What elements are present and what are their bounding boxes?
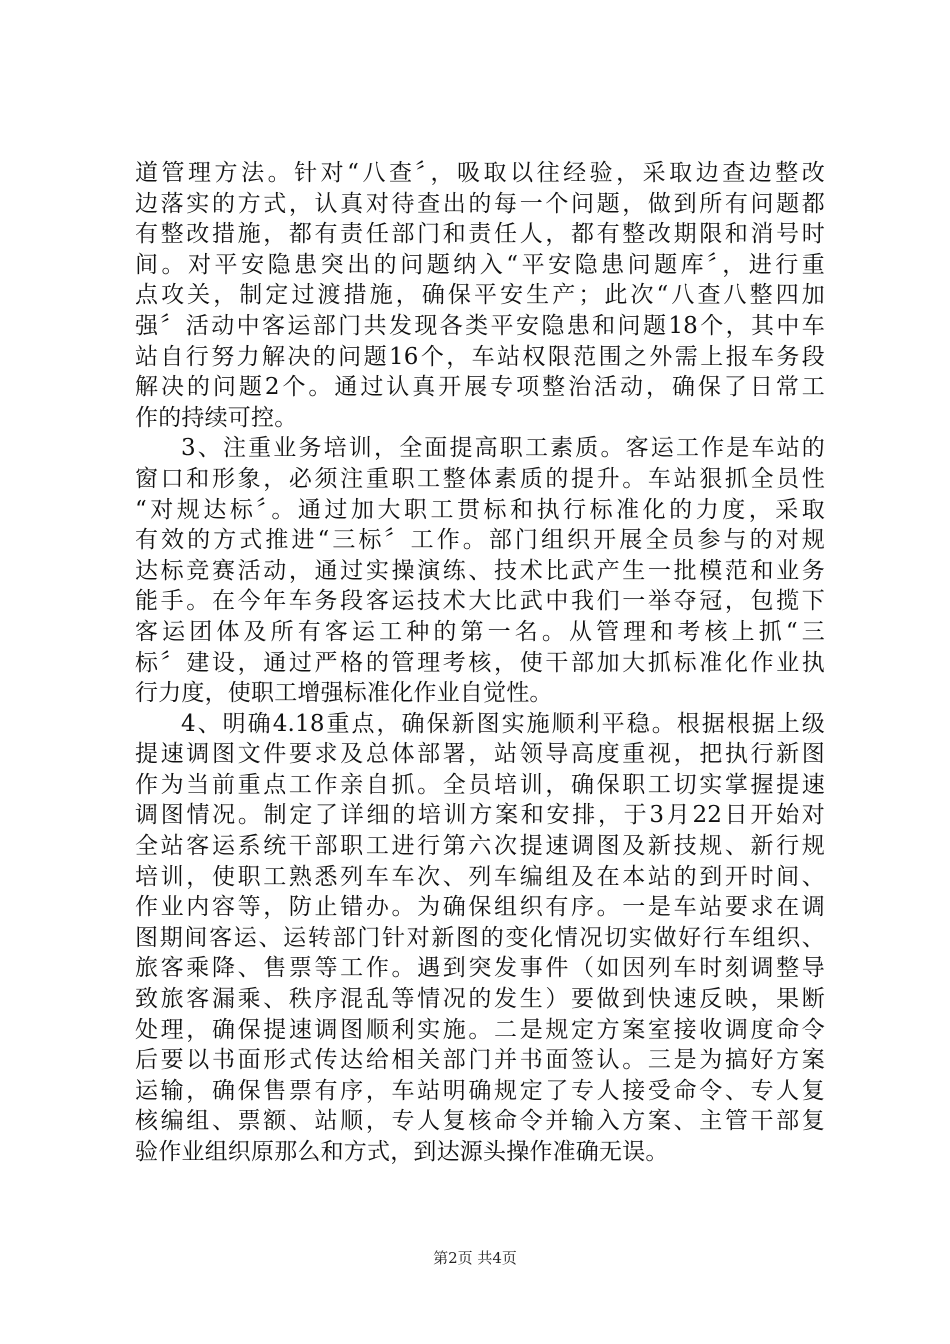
text-line: 行力度，使职工增强标准化作业自觉性。	[135, 680, 553, 707]
text-line: 客运团体及所有客运工种的第一名。从管理和考核上抓“三	[135, 618, 825, 645]
text-line: 验作业组织原那么和方式，到达源头操作准确无误。	[135, 1139, 669, 1165]
text-line: “对规达标〞。通过加大职工贯标和执行标准化的力度，采取	[135, 496, 825, 523]
text-line: 培训，使职工熟悉列车车次、列车编组及在本站的到开时间、	[135, 863, 825, 890]
text-line: 运输，确保售票有序，车站明确规定了专人接受命令、专人复	[135, 1077, 825, 1104]
text-line: 间。对平安隐患突出的问题纳入“平安隐患问题库〞，进行重	[135, 251, 825, 278]
text-line: 能手。在今年车务段客运技术大比武中我们一举夺冠，包揽下	[135, 588, 825, 615]
text-line: 提速调图文件要求及总体部署，站领导高度重视，把执行新图	[135, 741, 825, 768]
text-line: 有整改措施，都有责任部门和责任人，都有整改期限和消号时	[135, 221, 825, 248]
text-line: 强〞活动中客运部门共发现各类平安隐患和问题18个，其中车	[135, 312, 825, 339]
text-line: 作为当前重点工作亲自抓。全员培训，确保职工切实掌握提速	[135, 771, 825, 798]
text-line: 解决的问题2个。通过认真开展专项整治活动，确保了日常工	[135, 374, 825, 401]
paragraph-start-line: 3、注重业务培训，全面提高职工素质。客运工作是车站的	[181, 435, 825, 462]
text-line: 作的持续可控。	[135, 404, 298, 431]
body-text	[135, 158, 825, 1168]
text-line: 全站客运系统干部职工进行第六次提速调图及新技规、新行规	[135, 833, 825, 860]
text-line: 致旅客漏乘、秩序混乱等情况的发生）要做到快速反映，果断	[135, 986, 825, 1013]
text-line: 站自行努力解决的问题16个，车站权限范围之外需上报车务段	[135, 343, 825, 370]
text-line: 后要以书面形式传达给相关部门并书面签认。三是为搞好方案	[135, 1047, 825, 1074]
text-line: 道管理方法。针对“八查〞，吸取以往经验，采取边查边整改	[135, 160, 825, 186]
text-line: 边落实的方式，认真对待查出的每一个问题，做到所有问题都	[135, 190, 825, 217]
text-line: 点攻关，制定过渡措施，确保平安生产；此次“八查八整四加	[135, 282, 825, 309]
paragraph-start-line: 4、明确4.18重点，确保新图实施顺利平稳。根据根据上级	[181, 710, 825, 737]
text-line: 标〞建设，通过严格的管理考核，使干部加大抓标准化作业执	[135, 649, 825, 676]
text-line: 核编组、票额、站顺，专人复核命令并输入方案、主管干部复	[135, 1108, 825, 1135]
text-line: 达标竞赛活动，通过实操演练、技术比武产生一批模范和业务	[135, 557, 825, 584]
text-line: 作业内容等，防止错办。为确保组织有序。一是车站要求在调	[135, 894, 825, 921]
text-line: 调图情况。制定了详细的培训方案和安排，于3月22日开始对	[135, 802, 825, 829]
text-line: 窗口和形象，必须注重职工整体素质的提升。车站狠抓全员性	[135, 465, 825, 492]
text-line: 处理，确保提速调图顺利实施。二是规定方案室接收调度命令	[135, 1016, 825, 1043]
page-footer: 第2页 共4页	[433, 1249, 517, 1267]
text-line: 旅客乘降、售票等工作。遇到突发事件（如因列车时刻调整导	[135, 955, 825, 982]
text-line: 图期间客运、运转部门针对新图的变化情况切实做好行车组织、	[135, 924, 825, 951]
text-line: 有效的方式推进“三标〞工作。部门组织开展全员参与的对规	[135, 527, 825, 554]
